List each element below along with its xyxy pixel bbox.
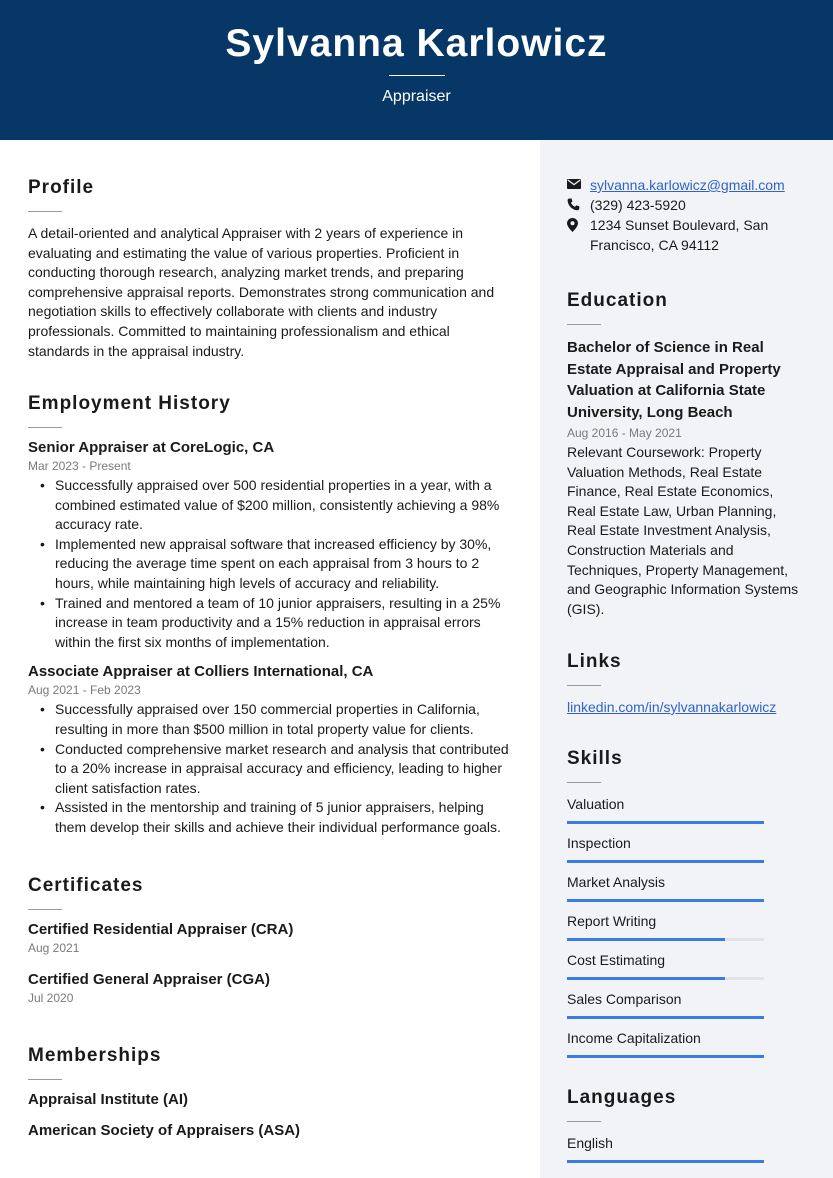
certificate-date: Aug 2021 — [28, 941, 80, 955]
skill-item-name: Valuation — [567, 796, 625, 812]
job-entry-title: Associate Appraiser at Colliers International, CA — [28, 663, 374, 681]
skill-item — [567, 834, 807, 863]
degree-title: Bachelor of Science in Real Estate Appraisal and Property Valuation at California State University, Long Beach — [567, 339, 781, 421]
header — [0, 0, 833, 140]
section-divider — [28, 211, 62, 212]
section-title: Employment History — [28, 393, 231, 414]
skill-item-level-fill — [567, 821, 764, 824]
job-entry — [28, 439, 510, 652]
section-title: Education — [567, 290, 668, 311]
languages-section — [567, 1087, 807, 1163]
job-bullet: • Conducted comprehensive market research and analysis that contributed to a 20% increase in appraisal accuracy and efficiency, leading to higher client satisfaction rates. — [28, 740, 510, 799]
section-divider — [28, 1079, 62, 1080]
skills-list — [567, 795, 807, 1058]
profile-summary: A detail-oriented and analytical Appraiser with 2 years of experience in evaluating and estimating the value of various properties. Proficient in conducting thorough research, analyzing market trends, and preparing comprehensive appraisal reports. Demonstrates strong communication and negotiation skills to effectively collaborate with clients and industry professionals. Committed to maintaining professionalism and ethical standards in the appraisal industry. — [28, 225, 495, 359]
section-title: Memberships — [28, 1045, 162, 1066]
profile-section — [28, 177, 498, 361]
skill-item-level-bar — [567, 938, 764, 941]
skills-section — [567, 748, 807, 1058]
section-title: Profile — [28, 177, 95, 198]
language-item-name: English — [567, 1135, 613, 1151]
certificate-date: Jul 2020 — [28, 991, 74, 1005]
section-title: Languages — [567, 1087, 677, 1108]
skill-item — [567, 1029, 807, 1058]
section-divider — [28, 909, 62, 910]
membership-item: Appraisal Institute (AI) — [28, 1091, 189, 1108]
skill-item — [567, 912, 807, 941]
skill-item-name: Report Writing — [567, 913, 657, 929]
job-bullet: • Trained and mentored a team of 10 junior appraisers, resulting in a 25% increase in team productivity and a 15% reduction in appraisal errors within the first six months of implementation. — [28, 594, 510, 653]
section-title: Skills — [567, 748, 623, 769]
job-title: Appraiser — [382, 88, 451, 105]
contact-email-row — [567, 175, 807, 195]
skill-item-name: Inspection — [567, 835, 631, 851]
skill-item-level-bar — [567, 1055, 764, 1058]
education-section — [567, 290, 807, 619]
language-item-level-fill — [567, 1160, 764, 1163]
email-link[interactable]: sylvanna.karlowicz@gmail.com — [590, 177, 785, 193]
job-entry-title: Senior Appraiser at CoreLogic, CA — [28, 439, 275, 456]
skill-item-level-bar — [567, 899, 764, 902]
header-divider — [389, 75, 445, 76]
job-bullets — [28, 476, 510, 652]
contact-section — [567, 175, 807, 255]
skill-item-level-bar — [567, 821, 764, 824]
job-entry — [28, 663, 510, 837]
job-entry-dates: Mar 2023 - Present — [28, 459, 131, 473]
education-dates: Aug 2016 - May 2021 — [567, 426, 682, 440]
section-divider — [567, 324, 601, 325]
certificate-entry — [28, 971, 293, 1005]
languages-list — [567, 1134, 807, 1163]
skill-item-level-bar — [567, 860, 764, 863]
job-bullet: • Successfully appraised over 500 residential properties in a year, with a combined estimated value of $200 million, consistently achieving a 98% accuracy rate. — [28, 476, 510, 535]
job-bullet: • Implemented new appraisal software that increased efficiency by 30%, reducing the average time spent on each appraisal from 3 hours to 2 hours, while maintaining high levels of accuracy and reliability. — [28, 535, 510, 594]
skill-item-level-bar — [567, 977, 764, 980]
membership-item: American Society of Appraisers (ASA) — [28, 1122, 301, 1139]
candidate-name: Sylvanna Karlowicz — [225, 22, 608, 65]
skill-item-name: Market Analysis — [567, 874, 666, 890]
job-bullet: • Assisted in the mentorship and training of 5 junior appraisers, helping them develop their skills and achieve their individual performance goals. — [28, 798, 510, 837]
link-item — [567, 699, 807, 715]
skill-item-name: Income Capitalization — [567, 1030, 701, 1046]
linkedin-link[interactable]: linkedin.com/in/sylvannakarlowicz — [567, 699, 777, 715]
skill-item-level-fill — [567, 938, 725, 941]
links-section — [567, 651, 807, 715]
section-divider — [567, 782, 601, 783]
section-title: Links — [567, 651, 622, 672]
skill-item-name: Sales Comparison — [567, 991, 682, 1007]
language-item-level-bar — [567, 1160, 764, 1163]
skill-item — [567, 795, 807, 824]
skill-item-level-bar — [567, 1016, 764, 1019]
envelope-icon — [567, 175, 590, 190]
phone-icon — [567, 195, 590, 211]
skill-item — [567, 990, 807, 1019]
skill-item-level-fill — [567, 860, 764, 863]
language-item — [567, 1134, 807, 1163]
employment-section — [28, 393, 510, 838]
education-coursework: Relevant Coursework: Property Valuation Methods, Real Estate Finance, Real Estate Economics, Real Estate Law, Urban Planning, Real Estate Investment Analysis, Construction Materials and Techniques, Property Management, and Geographic Information Systems (GIS). — [567, 444, 799, 617]
section-title: Certificates — [28, 875, 144, 896]
certificate-name: Certified Residential Appraiser (CRA) — [28, 921, 294, 938]
skill-item — [567, 873, 807, 902]
section-divider — [567, 1121, 601, 1122]
job-bullets — [28, 700, 510, 837]
address: 1234 Sunset Boulevard, San Francisco, CA 94112 — [590, 217, 769, 253]
section-divider — [567, 685, 601, 686]
memberships-section — [28, 1045, 300, 1139]
contact-address-row — [567, 215, 807, 255]
certificate-entry — [28, 921, 293, 955]
skill-item-level-fill — [567, 1055, 764, 1058]
certificate-name: Certified General Appraiser (CGA) — [28, 971, 270, 988]
skill-item-level-fill — [567, 977, 725, 980]
skill-item-level-fill — [567, 899, 764, 902]
map-pin-icon — [567, 215, 590, 232]
certificates-section — [28, 875, 293, 1005]
contact-phone-row — [567, 195, 807, 215]
skill-item-name: Cost Estimating — [567, 952, 666, 968]
job-entry-dates: Aug 2021 - Feb 2023 — [28, 683, 141, 698]
skill-item — [567, 951, 807, 980]
section-divider — [28, 427, 62, 428]
phone-number: (329) 423-5920 — [590, 197, 686, 213]
job-bullet: • Successfully appraised over 150 commercial properties in California, resulting in more than $500 million in total property value for clients. — [28, 700, 510, 739]
skill-item-level-fill — [567, 1016, 764, 1019]
